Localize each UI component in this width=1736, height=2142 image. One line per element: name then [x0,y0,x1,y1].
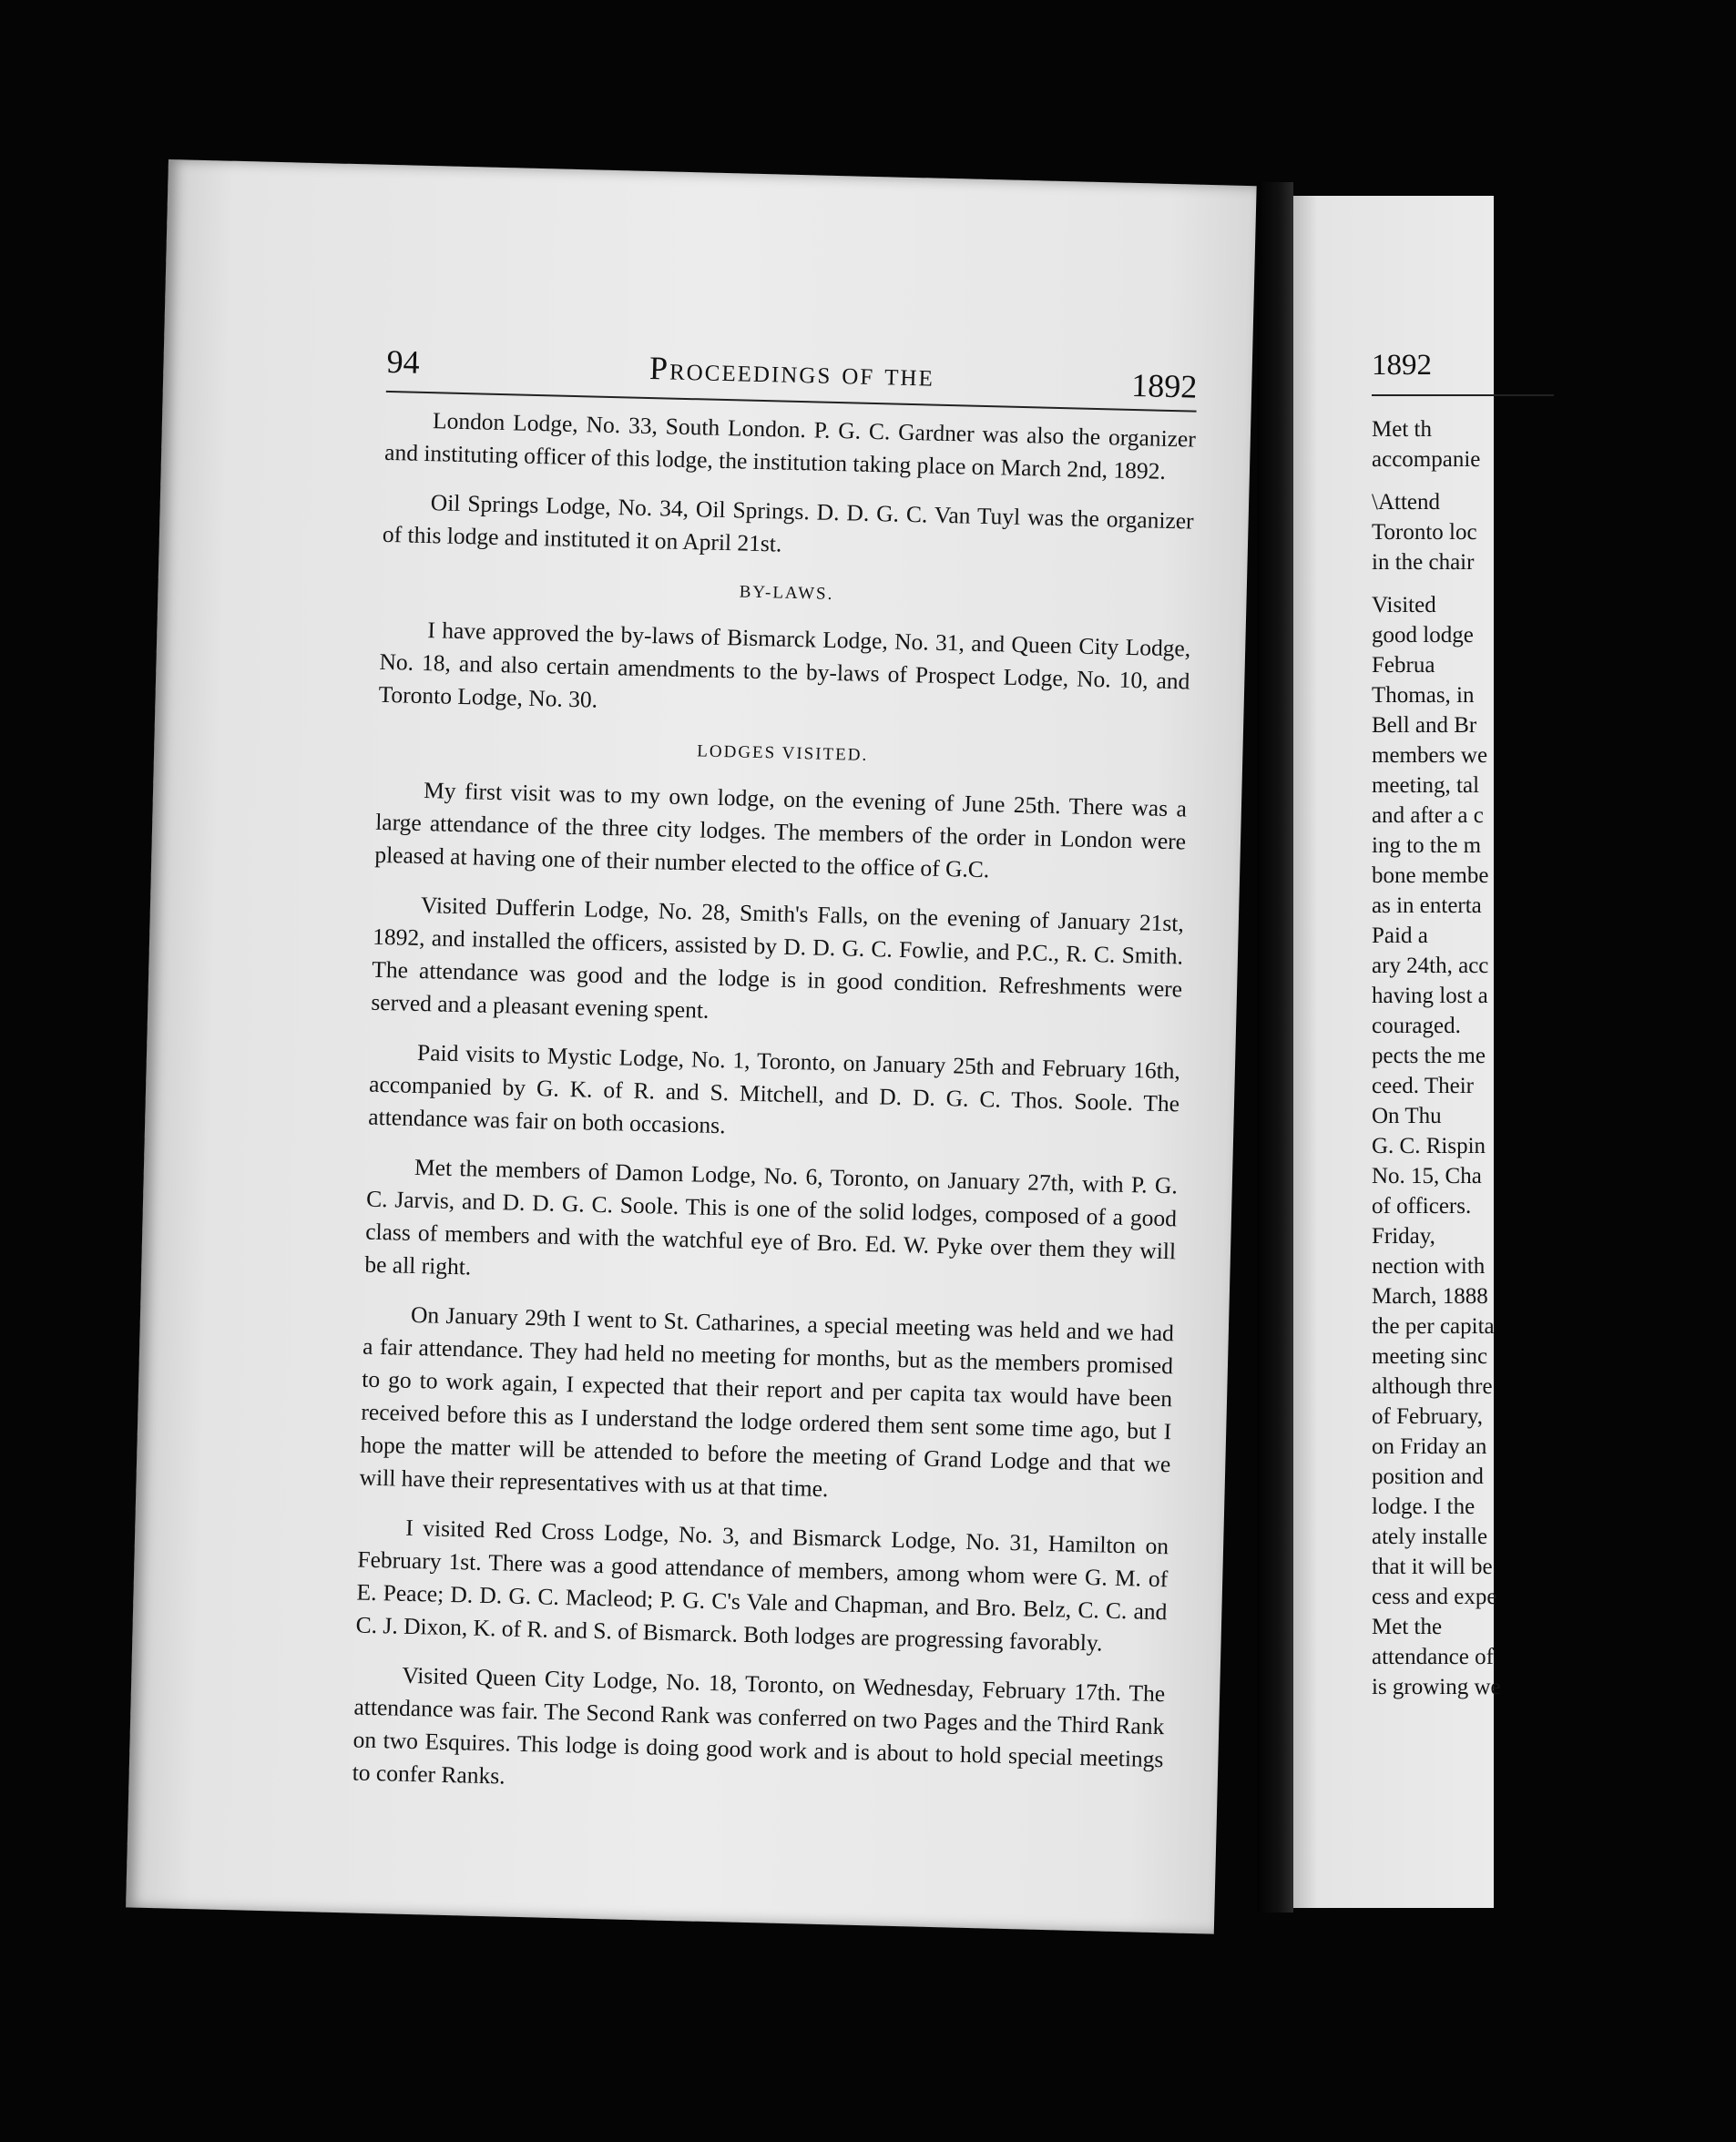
text-line: pects the me [1372,1044,1486,1068]
text-line: the per capita [1372,1314,1495,1339]
text-line: Met th [1372,417,1432,442]
paragraph: London Lodge, No. 33, South London. P. G. C. Gardner was also the organizer and instituting officer of this lodge, the institution taking place on March 2nd, 1892. [383,407,1197,484]
book-spine-gap [1257,182,1293,1912]
page-number: 94 [386,342,421,381]
text-line: position and [1372,1464,1484,1489]
text-line: Thomas, in [1372,683,1475,708]
text-line: in the chair [1372,550,1475,575]
paragraph: Oil Springs Lodge, No. 34, Oil Springs. D. D. G. C. Van Tuyl was the organizer of this lodge and instituted it on April 21st. [382,489,1194,557]
text-line [1372,474,1736,487]
text-line: March, 1888 [1372,1284,1488,1309]
text-line: attendance of [1372,1645,1494,1669]
running-title: Proceedings of the [648,349,935,393]
text-line: ing to the m [1372,833,1482,858]
text-line: lodge. I the [1372,1494,1476,1519]
text-line: Bell and Br [1372,713,1477,738]
text-line: although thre [1372,1374,1493,1399]
paragraph: On January 29th I went to St. Catharines, a special meeting was held and we had a fair attendance. They had held no meeting for months, but as the members promised to go to work again, I expected that their report and per capita tax would have been received before this as I understand the lodge ordered them sent some time ago, but I hope the matter will be attended to before the meeting of Grand Lodge and that we will have their representatives with us at that time. [359,1300,1175,1503]
section-heading-lodges-visited: LODGES VISITED. [697,741,869,765]
text-line: No. 15, Cha [1372,1164,1482,1188]
header-rule [1372,394,1554,396]
paragraph: Paid visits to Mystic Lodge, No. 1, Toronto, on January 25th and February 16th, accompanied by G. K. of R. and S. Mitchell, and D. D. G. C. Thos. Soole. The attendance was fair on both occasions. [368,1038,1181,1139]
text-line: cess and expe [1372,1585,1497,1609]
paragraph: I have approved the by-laws of Bismarck Lodge, No. 31, and Queen City Lodge, No. 18, and also certain amendments to the by-laws of Prospect Lodge, No. 10, and Toronto Lodge, No. 30. [378,617,1191,713]
text-line: meeting sinc [1372,1344,1488,1369]
header-year: 1892 [1130,366,1198,405]
text-line: couraged. [1372,1014,1461,1038]
header-year: 1892 [1372,349,1432,382]
text-line: good lodge [1372,623,1474,648]
text-line: On Thu [1372,1104,1442,1128]
paragraph: I visited Red Cross Lodge, No. 3, and Bismarck Lodge, No. 31, Hamilton on February 1st. There was a good attendance of members, among whom were G. M. of E. Peace; D. D. G. C. Macleod; P. G. C's Vale and Chapman, and Bro. Belz, C. C. and C. J. Dixon, K. of R. and S. of Bismarck. Both lodges are progressing favorably. [355,1514,1169,1657]
paragraph: Visited Queen City Lodge, No. 18, Toronto, on Wednesday, February 17th. The attendance was fair. The Second Rank was conferred on two Pages and the Third Rank on two Esquires. This lodge is doing good work and is about to hold special meetings to confer Ranks. [352,1661,1166,1790]
text-line [1372,577,1736,590]
right-page-text [1372,414,1736,1702]
text-line: of officers. [1372,1194,1472,1219]
text-line: members we [1372,743,1488,768]
page-body [352,403,1196,1825]
right-page [1293,196,1501,1908]
left-page [126,159,1257,1934]
text-line: on Friday an [1372,1434,1487,1459]
text-line: having lost a [1372,984,1488,1008]
text-line: \Attend [1372,490,1440,515]
text-line: of February, [1372,1404,1483,1429]
text-line: bone membe [1372,863,1489,888]
text-line: as in enterta [1372,893,1482,918]
paragraph: Visited Dufferin Lodge, No. 28, Smith's Falls, on the evening of January 21st, 1892, and installed the officers, assisted by D. D. G. C. Fowlie, and P.C., R. C. Smith. The attendance was good and the lodge is in good condition. Refreshments were served and a pleasant evening spent. [371,892,1185,1024]
text-line: ary 24th, acc [1372,954,1489,978]
text-line: Paid a [1372,923,1428,948]
text-line: ceed. Their [1372,1074,1474,1098]
text-line: and after a c [1372,803,1484,828]
paragraph: Met the members of Damon Lodge, No. 6, Toronto, on January 27th, with P. G. C. Jarvis, and D. D. G. C. Soole. This is one of the solid lodges, composed of a good class of members and with the watchful eye of Bro. Ed. W. Pyke over them they will be all right. [364,1153,1179,1280]
text-line: nection with [1372,1254,1486,1279]
text-line: Friday, [1372,1224,1435,1249]
text-line: ately installe [1372,1525,1488,1549]
section-heading-bylaws: BY-LAWS. [739,582,834,604]
text-line: Februa [1372,653,1435,678]
text-line: Visited [1372,593,1436,617]
text-line: accompanie [1372,447,1481,472]
text-line: Toronto loc [1372,520,1477,545]
text-line: G. C. Rispin [1372,1134,1486,1158]
text-line: is growing we [1372,1675,1501,1699]
text-line: meeting, tal [1372,773,1480,798]
paragraph: My first visit was to my own lodge, on the evening of June 25th. There was a large attendance of the three city lodges. The members of the order in London were pleased at having one of their number elected to the office of G.C. [374,777,1188,883]
text-line: that it will be [1372,1555,1493,1579]
text-line: Met the [1372,1615,1443,1639]
